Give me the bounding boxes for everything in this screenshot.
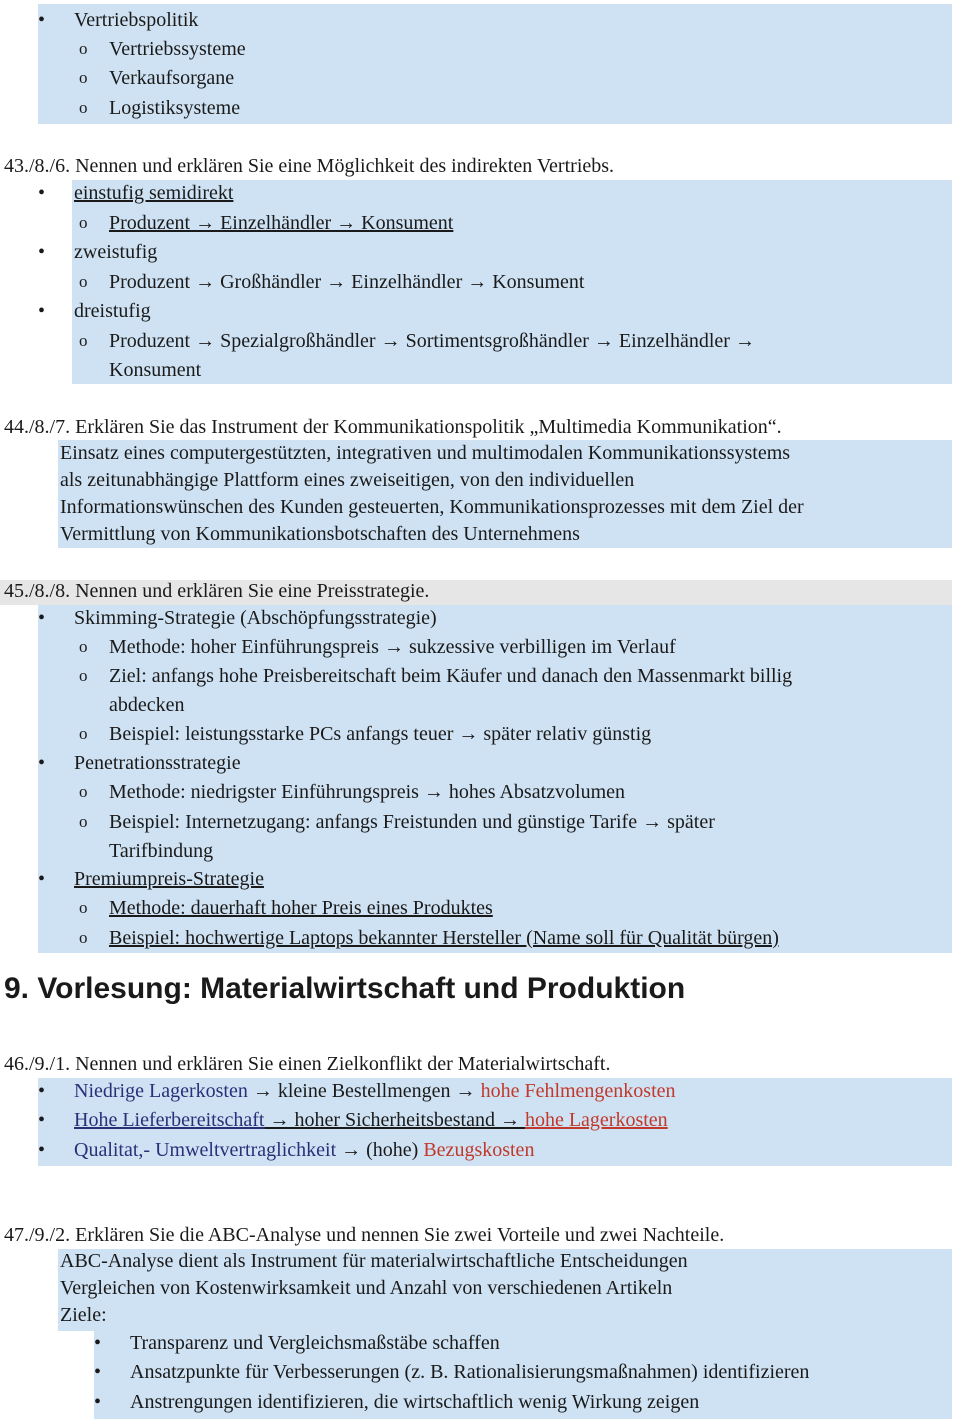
sub-verkaufsorgane: o Verkaufsorgane [109, 64, 234, 93]
conflict-3-goal: Qualitat,- Umweltvertraglichkeit [74, 1139, 337, 1161]
ziel-3: • Anstrengungen identifizieren, die wirtschaftlich wenig Wirkung zeigen [130, 1388, 699, 1417]
conflict-3-chain: → (hohe) [336, 1139, 424, 1161]
sub-logistiksysteme: o Logistiksysteme [109, 94, 240, 123]
ziel-1: • Transparenz und Vergleichsmaßstäbe schaffen [130, 1329, 500, 1358]
ziel-2: • Ansatzpunkte für Verbesserungen (z. B. Rationalisierungsmaßnahmen) identifizieren [130, 1358, 809, 1387]
conflict-row-1 [74, 1077, 676, 1106]
conflict-2-chain: → hoher Sicherheitsbestand → [264, 1109, 525, 1131]
conflict-2-goal: Hohe Lieferbereitschaft [74, 1109, 265, 1131]
section-heading-9: 9. Vorlesung: Materialwirtschaft und Produktion [4, 972, 686, 1005]
conflict-3-result: Bezugskosten [423, 1139, 535, 1161]
question-43: 43./8./6. Nennen und erklären Sie eine Möglichkeit des indirekten Vertriebs. [4, 155, 615, 177]
answer-44-line-4: Vermittlung von Kommunikationsbotschaften des Unternehmens [60, 523, 580, 545]
answer-44-line-1: Einsatz eines computergestützten, integrativen und multimodalen Kommunikationssystems [60, 442, 791, 464]
bullet-vertriebspolitik: • Vertriebspolitik [74, 6, 198, 35]
conflict-1-chain: → kleine Bestellmengen → [247, 1080, 481, 1102]
sub-skimming-ziel-cont: abdecken [109, 694, 185, 716]
bullet-einstufig: • einstufig semidirekt [74, 179, 233, 208]
conflict-row-2 [74, 1106, 668, 1135]
bullet-penetration: • Penetrationsstrategie [74, 749, 241, 778]
question-44: 44./8./7. Erklären Sie das Instrument der Kommunikationspolitik „Multimedia Kommunikation“. [4, 416, 782, 438]
answer-47-line-1: ABC-Analyse dient als Instrument für materialwirtschaftliche Entscheidungen [60, 1250, 688, 1272]
answer-47-line-2: Vergleichen von Kostenwirksamkeit und Anzahl von verschiedenen Artikeln [60, 1277, 673, 1299]
sub-penetration-beispiel: o Beispiel: Internetzugang: anfangs Freistunden und günstige Tarife → später [109, 808, 715, 837]
sub-skimming-ziel: o Ziel: anfangs hohe Preisbereitschaft beim Käufer und danach den Massenmarkt billig [109, 662, 792, 691]
answer-44-line-3: Informationswünschen des Kunden gesteuerten, Kommunikationsprozesses mit dem Ziel der [60, 496, 804, 518]
sub-skimming-methode: o Methode: hoher Einführungspreis → sukzessive verbilligen im Verlauf [109, 633, 676, 662]
sub-skimming-beispiel: o Beispiel: leistungsstarke PCs anfangs teuer → später relativ günstig [109, 720, 651, 749]
answer-47-ziele: Ziele: [60, 1304, 107, 1326]
sub-einstufig-kette: o Produzent → Einzelhändler → Konsument [109, 209, 453, 238]
conflict-row-3 [74, 1136, 534, 1165]
sub-vertriebssysteme: o Vertriebssysteme [109, 35, 246, 64]
sub-dreistufig-kette: o Produzent → Spezialgroßhändler → Sortimentsgroßhändler → Einzelhändler → [109, 327, 755, 356]
question-47: 47./9./2. Erklären Sie die ABC-Analyse und nennen Sie zwei Vorteile und zwei Nachteile. [4, 1224, 725, 1246]
sub-zweistufig-kette: o Produzent → Großhändler → Einzelhändler → Konsument [109, 268, 584, 297]
sub-premiumpreis-beispiel: o Beispiel: hochwertige Laptops bekannter Hersteller (Name soll für Qualität bürgen) [109, 924, 779, 953]
answer-44-line-2: als zeitunabhängige Plattform eines zweiseitigen, von den individuellen [60, 469, 635, 491]
question-45: 45./8./8. Nennen und erklären Sie eine Preisstrategie. [4, 580, 430, 602]
sub-dreistufig-kette-cont: Konsument [109, 359, 202, 381]
conflict-1-result: hohe Fehlmengenkosten [480, 1080, 676, 1102]
bullet-zweistufig: • zweistufig [74, 238, 157, 267]
bullet-skimming: • Skimming-Strategie (Abschöpfungsstrategie) [74, 604, 437, 633]
sub-premiumpreis-methode: o Methode: dauerhaft hoher Preis eines Produktes [109, 894, 493, 923]
bullet-dreistufig: • dreistufig [74, 297, 151, 326]
conflict-2-result: hohe Lagerkosten [524, 1109, 668, 1131]
bullet-premiumpreis: • Premiumpreis-Strategie [74, 865, 264, 894]
question-46: 46./9./1. Nennen und erklären Sie einen Zielkonflikt der Materialwirtschaft. [4, 1053, 611, 1075]
sub-penetration-beispiel-cont: Tarifbindung [109, 840, 214, 862]
sub-penetration-methode: o Methode: niedrigster Einführungspreis → hohes Absatzvolumen [109, 778, 625, 807]
conflict-1-goal: Niedrige Lagerkosten [74, 1080, 248, 1102]
